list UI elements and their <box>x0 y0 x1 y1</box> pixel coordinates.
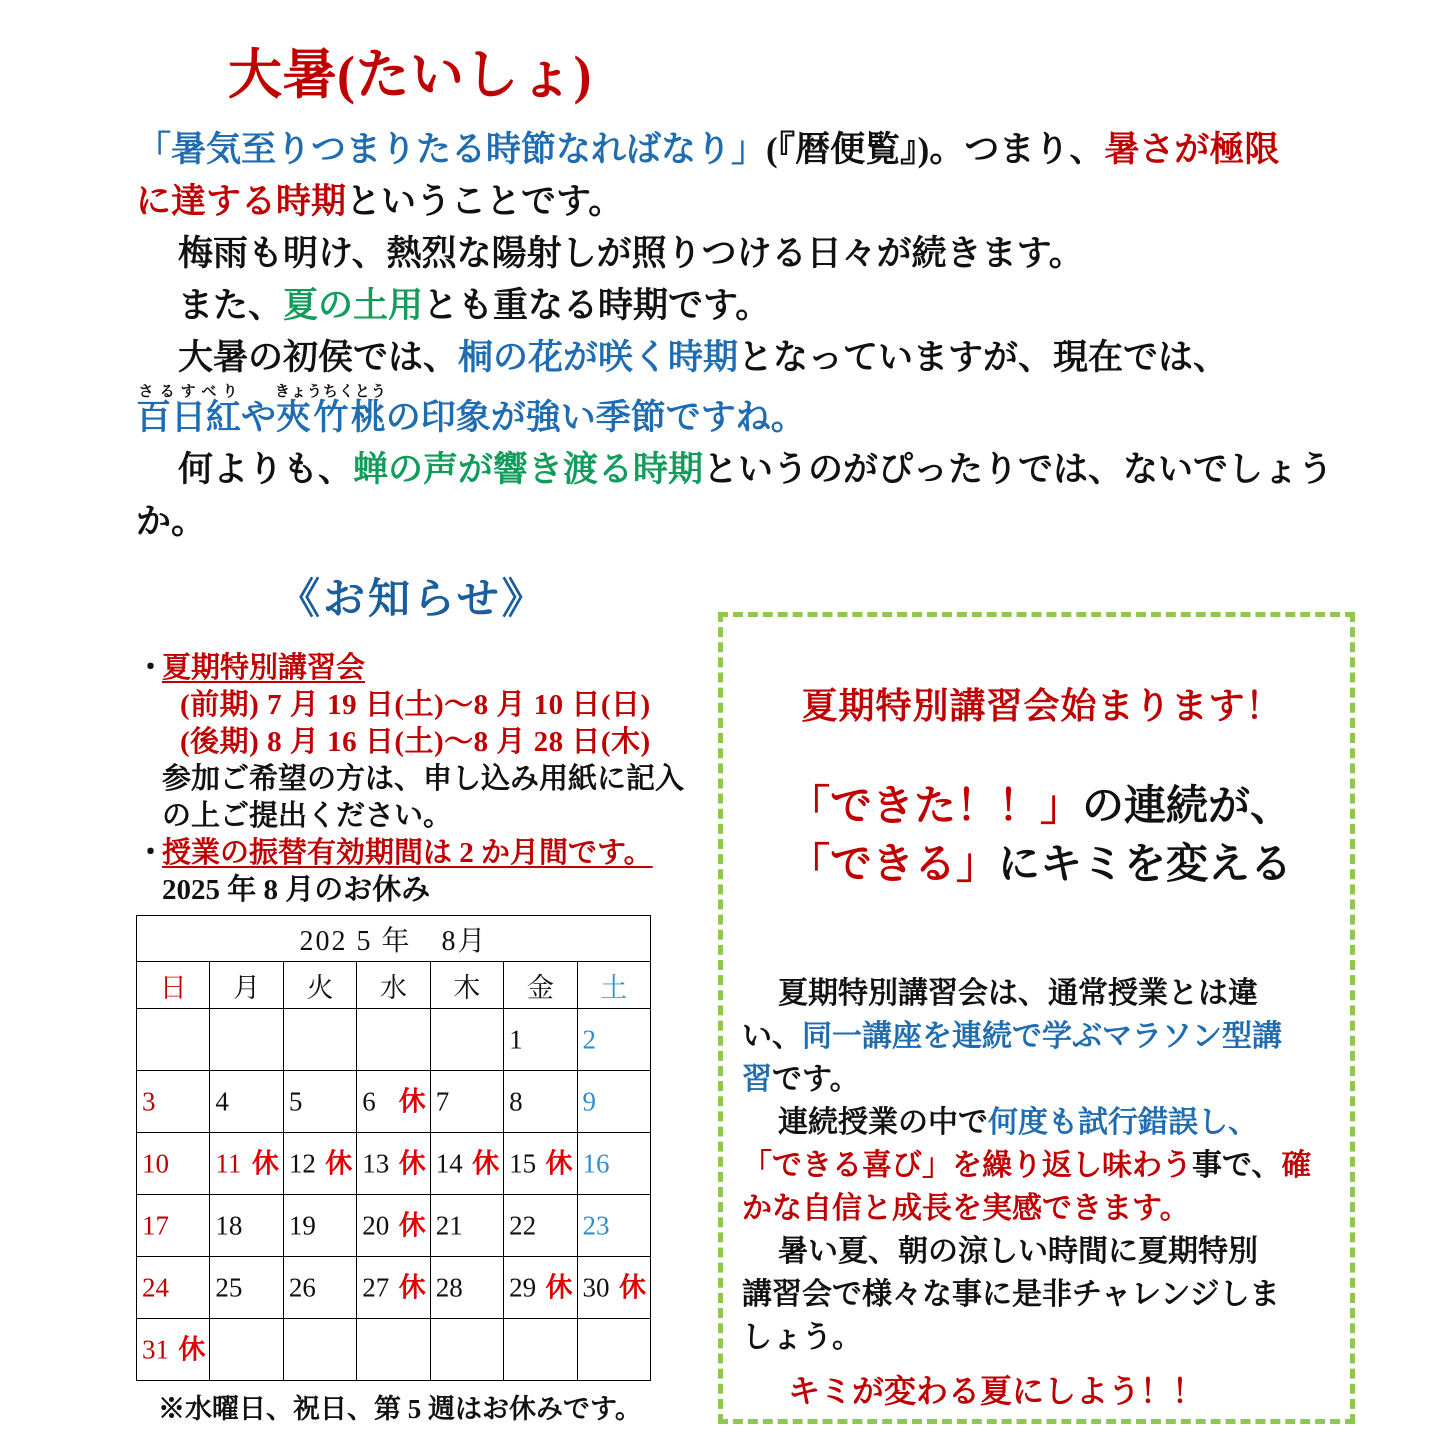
calendar-day-cell <box>504 1195 577 1257</box>
calendar-day-number: 24 <box>142 1272 169 1302</box>
promo-p1-line2 <box>742 1015 1344 1058</box>
calendar-footnote: ※水曜日、祝日、第 5 週はお休みです。 <box>158 1394 642 1424</box>
calendar-day-number: 3 <box>142 1086 156 1116</box>
announcements-list <box>136 650 716 909</box>
calendar-day-cell <box>577 1195 650 1257</box>
intro-text-7c: というのがぴったりでは、ないでしょう <box>703 450 1334 489</box>
calendar-day-cell <box>577 1133 650 1195</box>
calendar-day-cell <box>577 1257 650 1319</box>
calendar-rest-mark: 休 <box>398 1272 426 1302</box>
calendar-day-cell <box>577 1319 650 1381</box>
intro-emph-kiri: 桐の花が咲く時期 <box>458 338 739 377</box>
calendar-day-cell <box>504 1009 577 1071</box>
notice-apply-line1: 参加ご希望の方は、申し込み用紙に記入 <box>162 763 685 795</box>
calendar-day-number: 9 <box>582 1086 597 1116</box>
calendar-day-cell <box>137 1257 210 1319</box>
notice-item-summer-course <box>136 650 716 835</box>
calendar-day-cell <box>283 1071 356 1133</box>
calendar-day-cell <box>430 1009 503 1071</box>
promo-p1b: い、 <box>742 1020 802 1053</box>
intro-text-6mid: や <box>241 398 277 437</box>
calendar-day-cell <box>210 1009 283 1071</box>
calendar-body <box>137 916 651 1381</box>
promo-p2g: かな自信と成長を実感できます。 <box>742 1192 1190 1225</box>
intro-text-6tail: の印象が強い季節ですね。 <box>385 398 806 437</box>
promo-p2f: 確 <box>1281 1149 1312 1182</box>
calendar-day-number: 18 <box>215 1210 243 1240</box>
promo-p2e: 事で、 <box>1192 1149 1282 1182</box>
promo-p3a: 暑い夏、朝の涼しい時間に夏期特別 <box>778 1235 1258 1268</box>
intro-text-5c: となっていますが、現在では、 <box>738 338 1229 377</box>
calendar-day-cell <box>430 1319 503 1381</box>
promo-p3-line2 <box>742 1273 1344 1316</box>
intro-line-3 <box>136 228 1346 280</box>
calendar-day-number: 22 <box>509 1210 537 1240</box>
calendar-week-row <box>137 1009 651 1071</box>
calendar-day-number: 4 <box>215 1086 229 1116</box>
intro-quote: 「暑気至りつまりたる時節なればなり」 <box>136 130 767 169</box>
calendar-rest-mark: 休 <box>472 1148 500 1178</box>
promo-slogan-2b: にキミを変える <box>998 842 1293 888</box>
calendar-day-cell <box>577 1071 650 1133</box>
ruby-sarusuberi <box>136 384 242 437</box>
calendar-day-cell <box>504 1071 577 1133</box>
calendar-day-cell <box>283 1257 356 1319</box>
calendar-day-cell <box>357 1071 430 1133</box>
calendar-day-cell <box>137 1009 210 1071</box>
calendar-rest-mark: 休 <box>398 1148 426 1178</box>
intro-line-5 <box>136 332 1346 384</box>
calendar-day-cell <box>504 1319 577 1381</box>
calendar-day-number: 17 <box>142 1210 169 1240</box>
promo-p3-line1 <box>742 1230 1344 1273</box>
promo-slogan-line-2 <box>740 836 1340 894</box>
promo-p2b: 何度も試行錯誤し、 <box>988 1106 1258 1139</box>
calendar-day-number: 23 <box>582 1210 610 1240</box>
calendar-day-cell <box>504 1257 577 1319</box>
calendar-day-cell <box>137 1133 210 1195</box>
bullet-icon-2: ・ <box>136 837 166 869</box>
calendar-day-cell <box>430 1257 503 1319</box>
calendar-day-cell <box>210 1133 283 1195</box>
intro-text-5a: 大暑の初侯では、 <box>178 338 459 377</box>
dow-thu: 木 <box>430 962 503 1009</box>
promo-p1-line1 <box>742 972 1344 1015</box>
calendar-day-cell <box>357 1009 430 1071</box>
calendar-day-cell <box>430 1195 503 1257</box>
calendar-day-cell <box>283 1009 356 1071</box>
calendar-day-number: 15 <box>509 1148 537 1178</box>
calendar-day-number: 10 <box>142 1148 169 1178</box>
intro-line-7 <box>136 444 1346 496</box>
calendar-day-number: 11 <box>215 1148 242 1178</box>
intro-line-6 <box>136 384 1346 444</box>
calendar-rest-mark: 休 <box>545 1272 573 1302</box>
calendar-day-number: 27 <box>362 1272 390 1302</box>
intro-text-8: か。 <box>136 502 207 541</box>
calendar-table <box>136 915 651 1381</box>
calendar-week-row <box>137 1257 651 1319</box>
calendar-rest-mark: 休 <box>325 1148 353 1178</box>
promo-p3b: 講習会で様々な事に是非チャレンジしま <box>742 1278 1280 1311</box>
calendar-day-cell <box>357 1133 430 1195</box>
intro-emph-1b: に達する時期 <box>136 182 347 221</box>
calendar-day-number: 14 <box>435 1148 463 1178</box>
promo-p1a: 夏期特別講習会は、通常授業とは違 <box>778 977 1258 1010</box>
calendar-day-number: 13 <box>362 1148 390 1178</box>
intro-text-7a: 何よりも、 <box>178 450 354 489</box>
calendar-day-number: 31 <box>142 1334 169 1364</box>
calendar-day-cell <box>137 1071 210 1133</box>
calendar-day-cell <box>430 1071 503 1133</box>
promo-slogan-1a: 「できた！！」 <box>787 784 1082 830</box>
calendar-day-number: 6 <box>362 1086 376 1116</box>
promo-p3c: しょう。 <box>742 1321 862 1354</box>
calendar-day-cell <box>577 1009 650 1071</box>
calendar-day-number: 29 <box>509 1272 537 1302</box>
calendar-week-row <box>137 1319 651 1381</box>
intro-prose <box>136 124 1346 548</box>
promo-slogan <box>740 778 1340 894</box>
intro-tail-1: ということです。 <box>346 182 624 221</box>
calendar-day-cell <box>357 1195 430 1257</box>
calendar-week-row <box>137 1133 651 1195</box>
calendar-day-number: 2 <box>582 1024 597 1054</box>
promo-slogan-line-1 <box>740 778 1340 836</box>
calendar-week-row <box>137 1195 651 1257</box>
calendar-caption: 2025 年 8 月のお休み <box>162 874 431 906</box>
announcements-heading: 《お知らせ》 <box>278 577 547 623</box>
calendar-week-row <box>137 1071 651 1133</box>
intro-line-2 <box>136 176 1346 228</box>
ruby-text-1: さるすべり <box>136 384 242 400</box>
dow-fri: 金 <box>504 962 577 1009</box>
intro-emph-1a: 暑さが極限 <box>1104 130 1280 169</box>
calendar-section <box>136 915 651 1426</box>
calendar-day-cell <box>504 1133 577 1195</box>
calendar-day-number: 7 <box>435 1086 450 1116</box>
calendar-day-cell <box>137 1319 210 1381</box>
page-title: 大暑(たいしょ) <box>228 45 592 105</box>
calendar-title-row <box>137 916 651 962</box>
intro-line-8 <box>136 496 1346 548</box>
dow-sat: 土 <box>577 962 650 1009</box>
calendar-day-number: 26 <box>288 1272 316 1302</box>
calendar-day-cell <box>357 1319 430 1381</box>
intro-line-4 <box>136 280 1346 332</box>
ruby-base-2: 夾竹桃 <box>274 398 387 437</box>
promo-p3-line3 <box>742 1316 1344 1359</box>
promo-p1c: 同一講座を連続で学ぶマラソン型講 <box>802 1020 1282 1053</box>
ruby-base-1: 百日紅 <box>136 398 242 437</box>
promo-p1-line3 <box>742 1058 1344 1101</box>
promo-p1d: 習 <box>742 1063 772 1096</box>
intro-source: (『暦便覧』)。つまり、 <box>766 130 1105 169</box>
promo-p2d: を繰り返し味わう <box>952 1149 1192 1182</box>
calendar-day-number: 20 <box>362 1210 390 1240</box>
ruby-kyouchikutou <box>274 384 387 437</box>
notice-term-first: (前期) 7 月 19 日(土)～8 月 10 日(日) <box>180 689 651 721</box>
calendar-day-cell <box>137 1195 210 1257</box>
calendar-day-number: 25 <box>215 1272 243 1302</box>
ruby-text-2: きょうちくとう <box>274 384 387 400</box>
calendar-day-cell <box>357 1257 430 1319</box>
calendar-rest-mark: 休 <box>398 1086 426 1116</box>
calendar-day-cell <box>283 1195 356 1257</box>
intro-text-3: 梅雨も明け、熱烈な陽射しが照りつける日々が続きます。 <box>178 234 1084 273</box>
calendar-day-number: 16 <box>582 1148 610 1178</box>
calendar-month-title: 202 5 年 8月 <box>137 916 651 962</box>
dow-mon: 月 <box>210 962 283 1009</box>
calendar-rest-mark: 休 <box>545 1148 573 1178</box>
dow-sun: 日 <box>137 962 210 1009</box>
promo-body <box>742 972 1344 1359</box>
promo-p2-line3 <box>742 1187 1344 1230</box>
intro-emph-semi: 蝉の声が響き渡る時期 <box>353 450 704 489</box>
calendar-day-number: 19 <box>288 1210 316 1240</box>
calendar-rest-mark: 休 <box>619 1272 646 1302</box>
notice-apply-line2: の上ご提出ください。 <box>162 800 453 832</box>
promo-p2-line2 <box>742 1144 1344 1187</box>
notice-heading-makeup: 授業の振替有効期間は 2 か月間です。 <box>162 837 653 869</box>
intro-emph-doyo: 夏の土用 <box>283 286 424 325</box>
calendar-day-cell <box>210 1195 283 1257</box>
promo-slogan-2a: 「できる」 <box>787 842 998 888</box>
calendar-dow-row <box>137 962 651 1009</box>
calendar-day-number: 5 <box>288 1086 303 1116</box>
notice-term-second: (後期) 8 月 16 日(土)～8 月 28 日(木) <box>180 726 651 758</box>
calendar-day-number: 28 <box>435 1272 463 1302</box>
promo-p2c: 「できる喜び」 <box>742 1149 952 1182</box>
calendar-day-number: 12 <box>288 1148 316 1178</box>
promo-p1e: です。 <box>772 1063 860 1096</box>
calendar-day-number: 21 <box>435 1210 463 1240</box>
dow-wed: 水 <box>357 962 430 1009</box>
intro-line-1 <box>136 124 1346 176</box>
calendar-rest-mark: 休 <box>178 1334 206 1364</box>
promo-final-line: キミが変わる夏にしよう！！ <box>788 1373 1205 1409</box>
promo-p2a: 連続授業の中で <box>778 1106 988 1139</box>
calendar-rest-mark: 休 <box>398 1210 426 1240</box>
dow-tue: 火 <box>283 962 356 1009</box>
intro-text-4c: とも重なる時期です。 <box>423 286 771 325</box>
calendar-day-cell <box>430 1133 503 1195</box>
bullet-icon: ・ <box>136 652 166 684</box>
promo-title: 夏期特別講習会始まります！ <box>801 686 1283 726</box>
promo-p2-line1 <box>742 1101 1344 1144</box>
intro-text-4a: また、 <box>178 286 284 325</box>
calendar-day-number: 30 <box>582 1272 610 1302</box>
calendar-day-cell <box>283 1133 356 1195</box>
promo-slogan-1b: の連続が、 <box>1082 784 1293 830</box>
calendar-day-cell <box>210 1257 283 1319</box>
calendar-day-cell <box>210 1319 283 1381</box>
notice-item-makeup-period <box>136 835 716 909</box>
notice-heading-summer: 夏期特別講習会 <box>162 652 366 684</box>
calendar-day-number: 1 <box>509 1024 523 1054</box>
calendar-rest-mark: 休 <box>251 1148 279 1178</box>
calendar-day-cell <box>210 1071 283 1133</box>
calendar-day-number: 8 <box>509 1086 523 1116</box>
calendar-day-cell <box>283 1319 356 1381</box>
